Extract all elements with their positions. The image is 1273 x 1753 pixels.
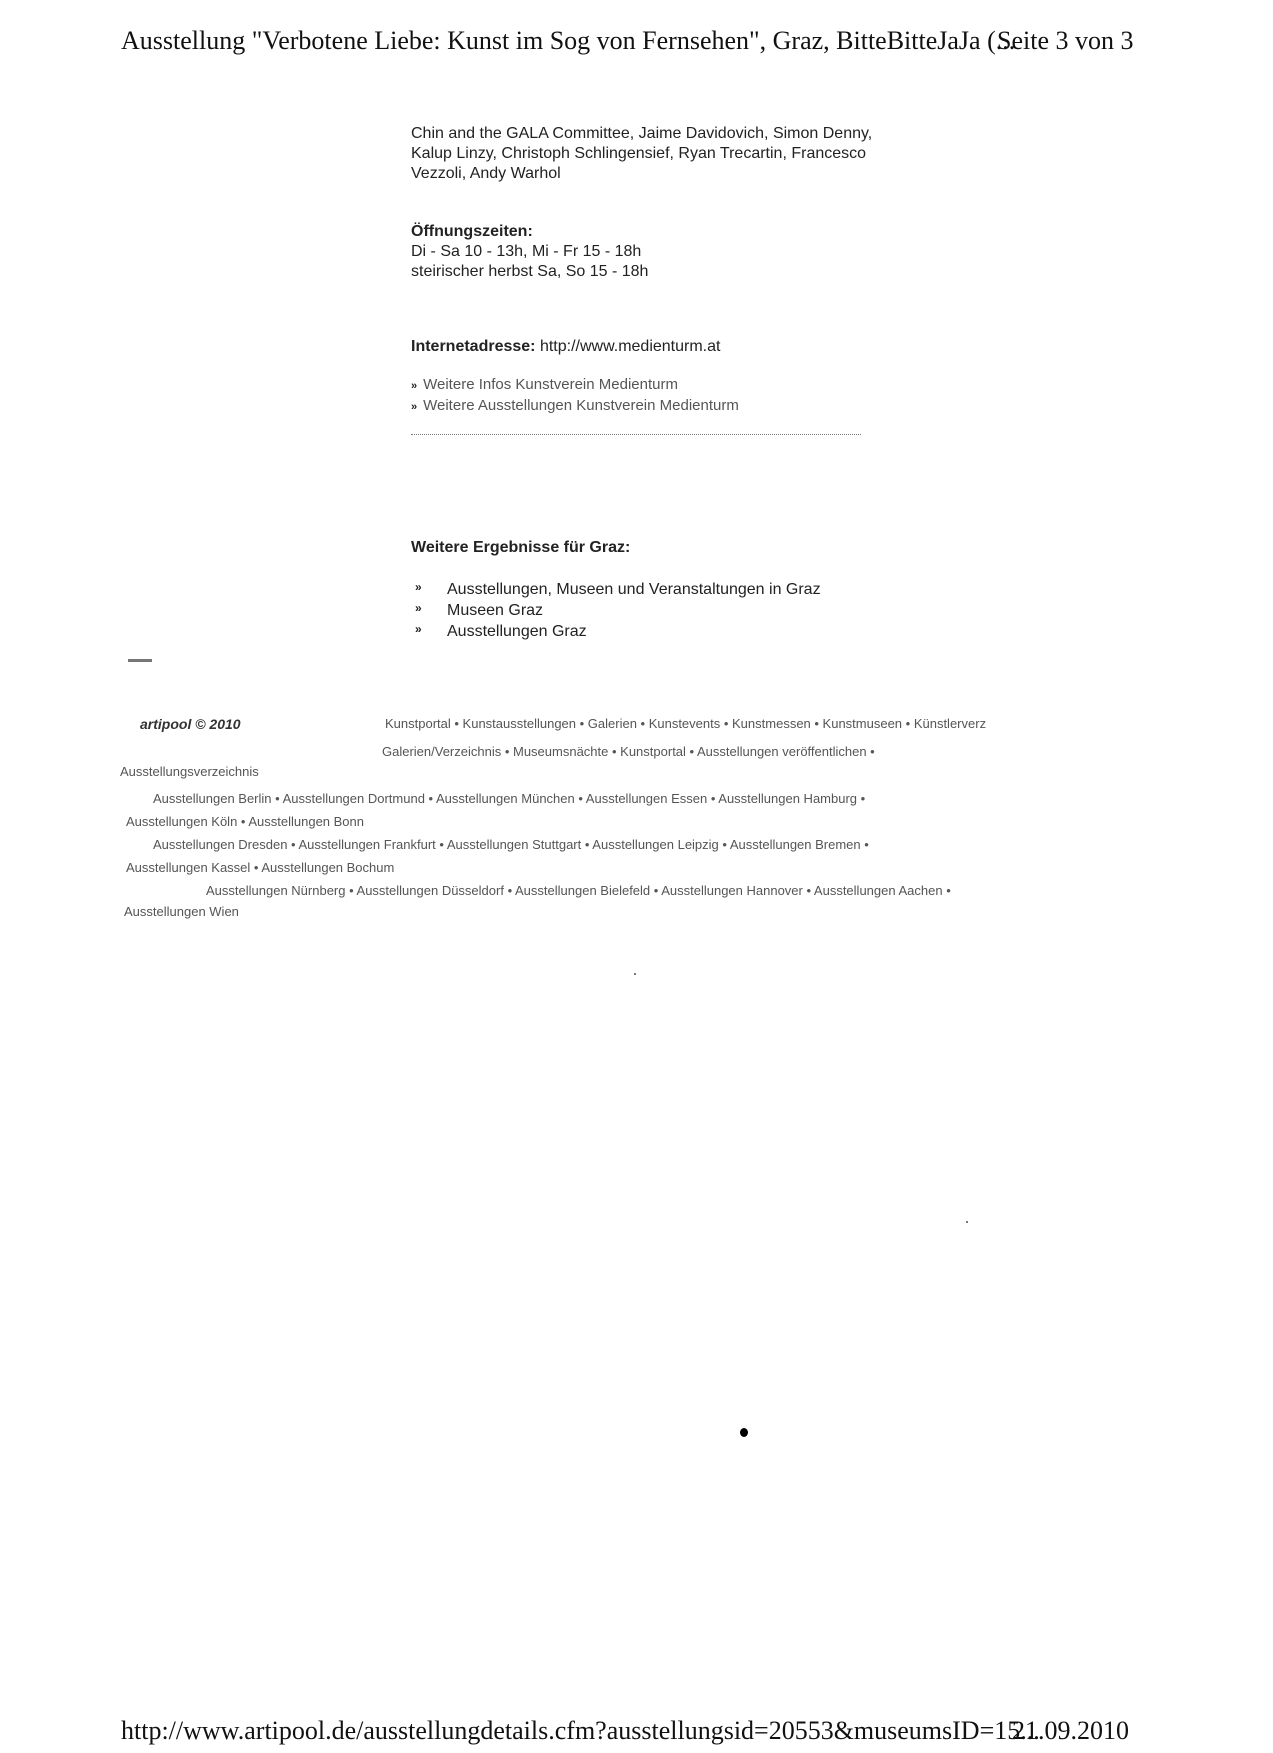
more-results-title: Weitere Ergebnisse für Graz: — [411, 539, 631, 556]
internet-address-link[interactable]: http://www.medienturm.at — [539, 338, 721, 355]
copyright: artipool © 2010 — [140, 716, 241, 732]
result-item[interactable] — [411, 622, 931, 643]
footer-nav-line[interactable]: Ausstellungen Wien — [124, 904, 239, 919]
print-footer-date: 21.09.2010 — [1012, 1716, 1129, 1745]
more-results — [411, 538, 931, 643]
double-chevron-icon: » — [415, 622, 422, 636]
print-header-title: Ausstellung "Verbotene Liebe: Kunst im Sog von Fernsehen", Graz, BitteBitteJaJa (... — [121, 26, 1016, 55]
more-infos-label: Weitere Infos Kunstverein Medienturm — [423, 376, 678, 393]
result-item-label: Ausstellungen Graz — [447, 623, 587, 640]
double-chevron-icon: » — [415, 580, 422, 594]
footer-nav-line[interactable]: Ausstellungen Köln • Ausstellungen Bonn — [126, 814, 364, 829]
double-chevron-icon: » — [415, 601, 422, 615]
footer-nav-line[interactable]: Ausstellungen Nürnberg • Ausstellungen Düsseldorf • Ausstellungen Bielefeld • Ausstellungen Hannover • Ausstellungen Aachen • — [206, 883, 951, 898]
dotted-divider — [411, 434, 861, 435]
footer-nav-line[interactable]: Galerien/Verzeichnis • Museumsnächte • Kunstportal • Ausstellungen veröffentlichen • — [382, 744, 875, 759]
scan-speck — [966, 1221, 968, 1223]
footer-nav-line[interactable]: Ausstellungen Berlin • Ausstellungen Dortmund • Ausstellungen München • Ausstellungen Essen • Ausstellungen Hamburg • — [153, 791, 866, 806]
print-header-page: Seite 3 von 3 — [997, 26, 1134, 55]
artist-line: Kalup Linzy, Christoph Schlingensief, Ryan Trecartin, Francesco — [411, 145, 867, 162]
opening-hours-line: steirischer herbst Sa, So 15 - 18h — [411, 263, 649, 280]
double-chevron-icon: » — [411, 380, 418, 392]
scan-speck — [634, 973, 636, 975]
opening-hours — [411, 222, 931, 282]
footer-nav-line[interactable]: Kunstportal • Kunstausstellungen • Galerien • Kunstevents • Kunstmessen • Kunstmuseen • Künstlerverz — [385, 716, 987, 731]
more-exhibitions-label: Weitere Ausstellungen Kunstverein Medienturm — [423, 397, 739, 414]
scan-dot — [740, 1428, 748, 1437]
artist-line: Vezzoli, Andy Warhol — [411, 165, 561, 182]
opening-hours-label: Öffnungszeiten: — [411, 223, 533, 240]
more-infos-link[interactable] — [411, 375, 931, 396]
double-chevron-icon: » — [411, 401, 418, 413]
footer-nav-line[interactable]: Ausstellungsverzeichnis — [120, 764, 259, 779]
result-item[interactable] — [411, 580, 931, 601]
internet-address — [411, 337, 931, 357]
footer-nav-line[interactable]: Ausstellungen Dresden • Ausstellungen Frankfurt • Ausstellungen Stuttgart • Ausstellungen Leipzig • Ausstellungen Bremen • — [153, 837, 869, 852]
result-item-label: Museen Graz — [447, 602, 544, 619]
artist-line: Chin and the GALA Committee, Jaime Davidovich, Simon Denny, — [411, 125, 873, 142]
footer-nav-line[interactable]: Ausstellungen Kassel • Ausstellungen Bochum — [126, 860, 395, 875]
result-item-label: Ausstellungen, Museen und Veranstaltungen in Graz — [447, 581, 821, 598]
more-links — [411, 375, 931, 417]
artist-list — [411, 124, 931, 184]
more-exhibitions-link[interactable] — [411, 396, 931, 417]
opening-hours-line: Di - Sa 10 - 13h, Mi - Fr 15 - 18h — [411, 243, 642, 260]
scan-mark — [128, 659, 152, 662]
result-item[interactable] — [411, 601, 931, 622]
print-footer-url: http://www.artipool.de/ausstellungdetails.cfm?ausstellungsid=20553&museumsID=15... — [121, 1716, 1040, 1745]
internet-address-label: Internetadresse: — [411, 338, 536, 355]
